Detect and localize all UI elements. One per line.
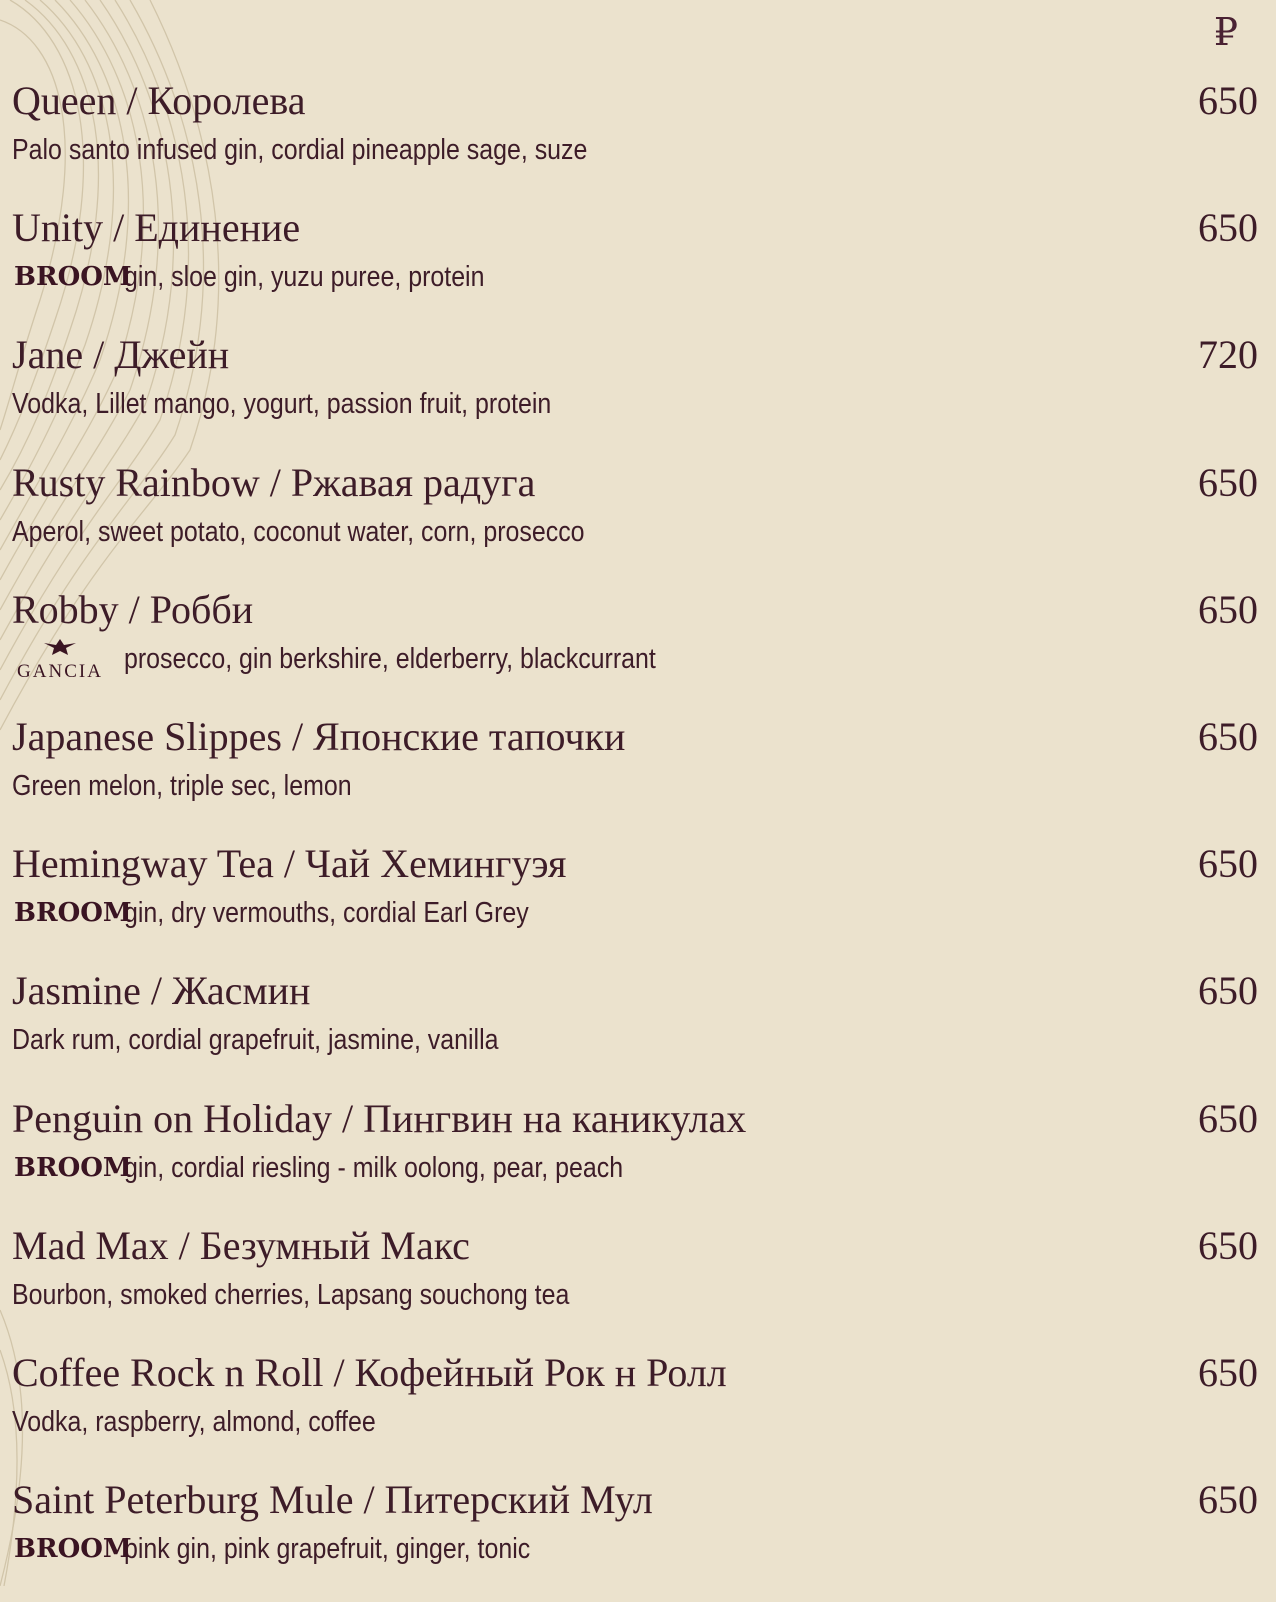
item-price: 650 — [1198, 78, 1258, 123]
item-description: pink gin, pink grapefruit, ginger, tonic — [124, 1533, 531, 1566]
item-price: 650 — [1198, 1095, 1258, 1141]
item-price: 650 — [1198, 968, 1258, 1014]
item-description: prosecco, gin berkshire, elderberry, blackcurrant — [124, 642, 656, 675]
item-description: Vodka, Lillet mango, yogurt, passion fruit, protein — [12, 388, 552, 421]
gancia-crest-icon — [42, 637, 78, 659]
item-price: 720 — [1198, 332, 1258, 378]
menu-item — [0, 585, 1276, 712]
menu-item — [0, 1221, 1276, 1348]
menu-item — [0, 1348, 1276, 1475]
item-description: gin, dry vermouths, cordial Earl Grey — [124, 897, 529, 930]
broom-logo: BROOM — [14, 262, 132, 293]
item-name: Japanese Slippes / Японские тапочки — [12, 714, 626, 759]
item-description: Aperol, sweet potato, coconut water, corn, prosecco — [12, 515, 585, 548]
menu-item — [0, 839, 1276, 966]
currency-symbol: ₽ — [1213, 10, 1239, 54]
item-name: Coffee Rock n Roll / Кофейный Рок н Ролл — [12, 1350, 727, 1395]
menu-item — [0, 330, 1276, 457]
menu-item — [0, 1094, 1276, 1221]
item-name: Unity / Единение — [12, 205, 301, 251]
item-price: 650 — [1198, 205, 1258, 251]
item-name: Mad Max / Безумный Макс — [12, 1222, 470, 1268]
item-name: Robby / Робби — [12, 586, 254, 632]
menu-item — [0, 712, 1276, 839]
item-name: Queen / Королева — [12, 78, 306, 123]
item-name: Saint Peterburg Mule / Питерский Мул — [12, 1477, 653, 1523]
gancia-wordmark: GANCIA — [17, 660, 103, 682]
gancia-logo — [8, 637, 112, 687]
menu-item — [0, 966, 1276, 1093]
item-price: 650 — [1198, 1222, 1258, 1268]
item-price: 650 — [1198, 459, 1258, 505]
menu-item — [0, 458, 1276, 585]
broom-logo: BROOM — [14, 1152, 132, 1183]
item-price: 650 — [1198, 841, 1258, 887]
item-price: 650 — [1198, 714, 1258, 759]
item-name: Hemingway Tea / Чай Хемингуэя — [12, 841, 567, 887]
item-name: Jasmine / Жасмин — [12, 968, 311, 1014]
menu-item — [0, 76, 1276, 203]
item-price: 650 — [1198, 1350, 1258, 1395]
item-description: Palo santo infused gin, cordial pineapple sage, suze — [12, 134, 588, 166]
item-name: Penguin on Holiday / Пингвин на каникулах — [12, 1095, 747, 1141]
menu-item — [0, 203, 1276, 330]
item-description: Vodka, raspberry, almond, coffee — [12, 1406, 376, 1438]
item-description: gin, sloe gin, yuzu puree, protein — [124, 261, 485, 294]
item-name: Jane / Джейн — [12, 332, 230, 378]
broom-logo: BROOM — [14, 898, 132, 929]
item-description: Bourbon, smoked cherries, Lapsang souchong tea — [12, 1278, 570, 1311]
item-description: Dark rum, cordial grapefruit, jasmine, vanilla — [12, 1024, 499, 1057]
item-name: Rusty Rainbow / Ржавая радуга — [12, 459, 536, 505]
item-price: 650 — [1198, 1477, 1258, 1523]
item-description: gin, cordial riesling - milk oolong, pear, peach — [124, 1151, 624, 1184]
item-price: 650 — [1198, 586, 1258, 632]
menu-item — [0, 1475, 1276, 1602]
broom-logo: BROOM — [14, 1534, 132, 1565]
item-description: Green melon, triple sec, lemon — [12, 770, 352, 802]
